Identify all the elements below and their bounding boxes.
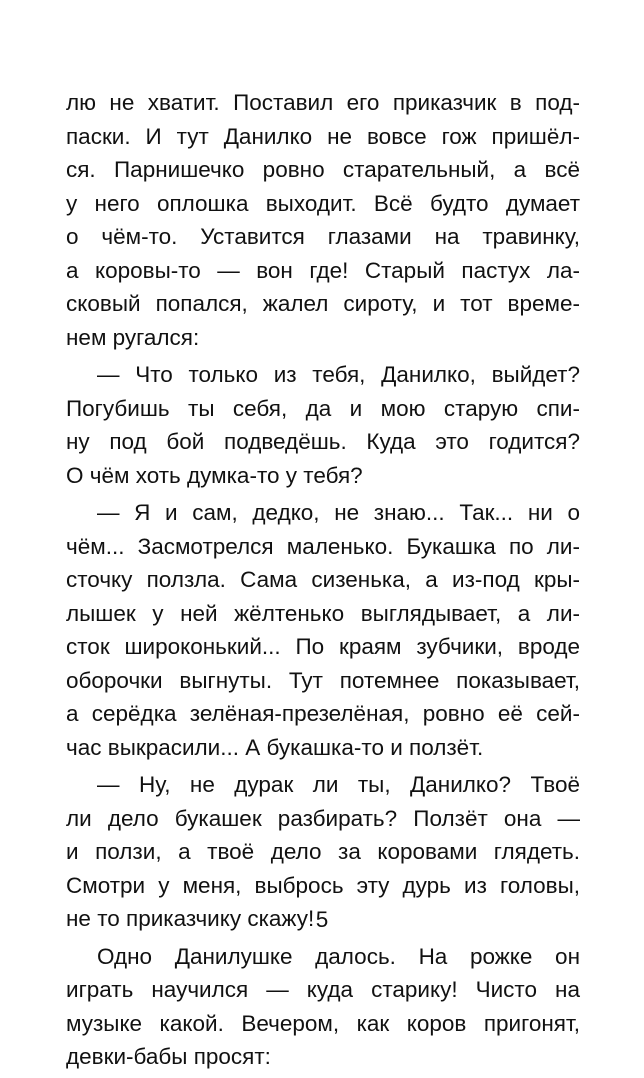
text-line: — Что только из тебя, Данилко, выйдет? [97,362,580,387]
text-line: Смотри у меня, выбрось эту дурь из головы, [66,872,580,898]
text-line: лю не хватит. Поставил его приказчик в под- [66,90,580,115]
text-line: девки-бабы просят: [66,1044,271,1069]
text-line: чём... Засмотрелся маленько. Букашка по ли- [66,533,580,559]
paragraph [66,496,580,764]
text-line: ли дело букашек разбирать? Ползёт она — [66,805,580,831]
paragraph [66,940,580,1074]
text-line: а серёдка зелёная-презелёная, ровно её сей- [66,701,580,726]
paragraph [66,358,580,492]
text-line: оборочки выгнуты. Тут потемнее показывает, [66,667,580,693]
text-line: не то приказчику скажу! [66,906,315,931]
text-line: сток широконький... По краям зубчики, вроде [66,634,580,659]
text-line: у него оплошка выходит. Всё будто думает [66,190,580,216]
text-line: паски. И тут Данилко не вовсе гож пришёл- [66,123,580,149]
paragraph [66,86,580,354]
text-line: — Ну, не дурак ли ты, Данилко? Твоё [97,772,580,797]
text-line: а коровы-то — вон где! Старый пастух ла- [66,257,580,283]
text-line: играть научился — куда старику! Чисто на [66,977,580,1002]
text-line: — Я и сам, дедко, не знаю... Так... ни о [97,500,580,525]
page-number: 5 [315,907,329,932]
text-line: и ползи, а твоё дело за коровами глядеть. [66,839,580,864]
text-line: ся. Парнишечко ровно старательный, а всё [66,157,580,182]
text-line: О чём хоть думка-то у тебя? [66,462,363,488]
text-line: о чём-то. Уставится глазами на травинку, [66,224,580,249]
text-line: нем ругался: [66,324,200,350]
text-line: лышек у ней жёлтенько выглядывает, а ли- [66,600,580,626]
text-line: сточку ползла. Сама сизенька, а из-под кры- [66,567,580,592]
text-line: час выкрасили... А букашка-то и ползёт. [66,734,484,760]
text-line: сковый попался, жалел сироту, и тот време- [66,291,580,316]
text-line: Погубишь ты себя, да и мою старую спи- [66,395,580,421]
text-line: ну под бой подведёшь. Куда это годится? [66,429,580,454]
text-line: Одно Данилушке далось. На рожке он [97,943,580,969]
text-line: музыке какой. Вечером, как коров пригонят, [66,1010,580,1036]
